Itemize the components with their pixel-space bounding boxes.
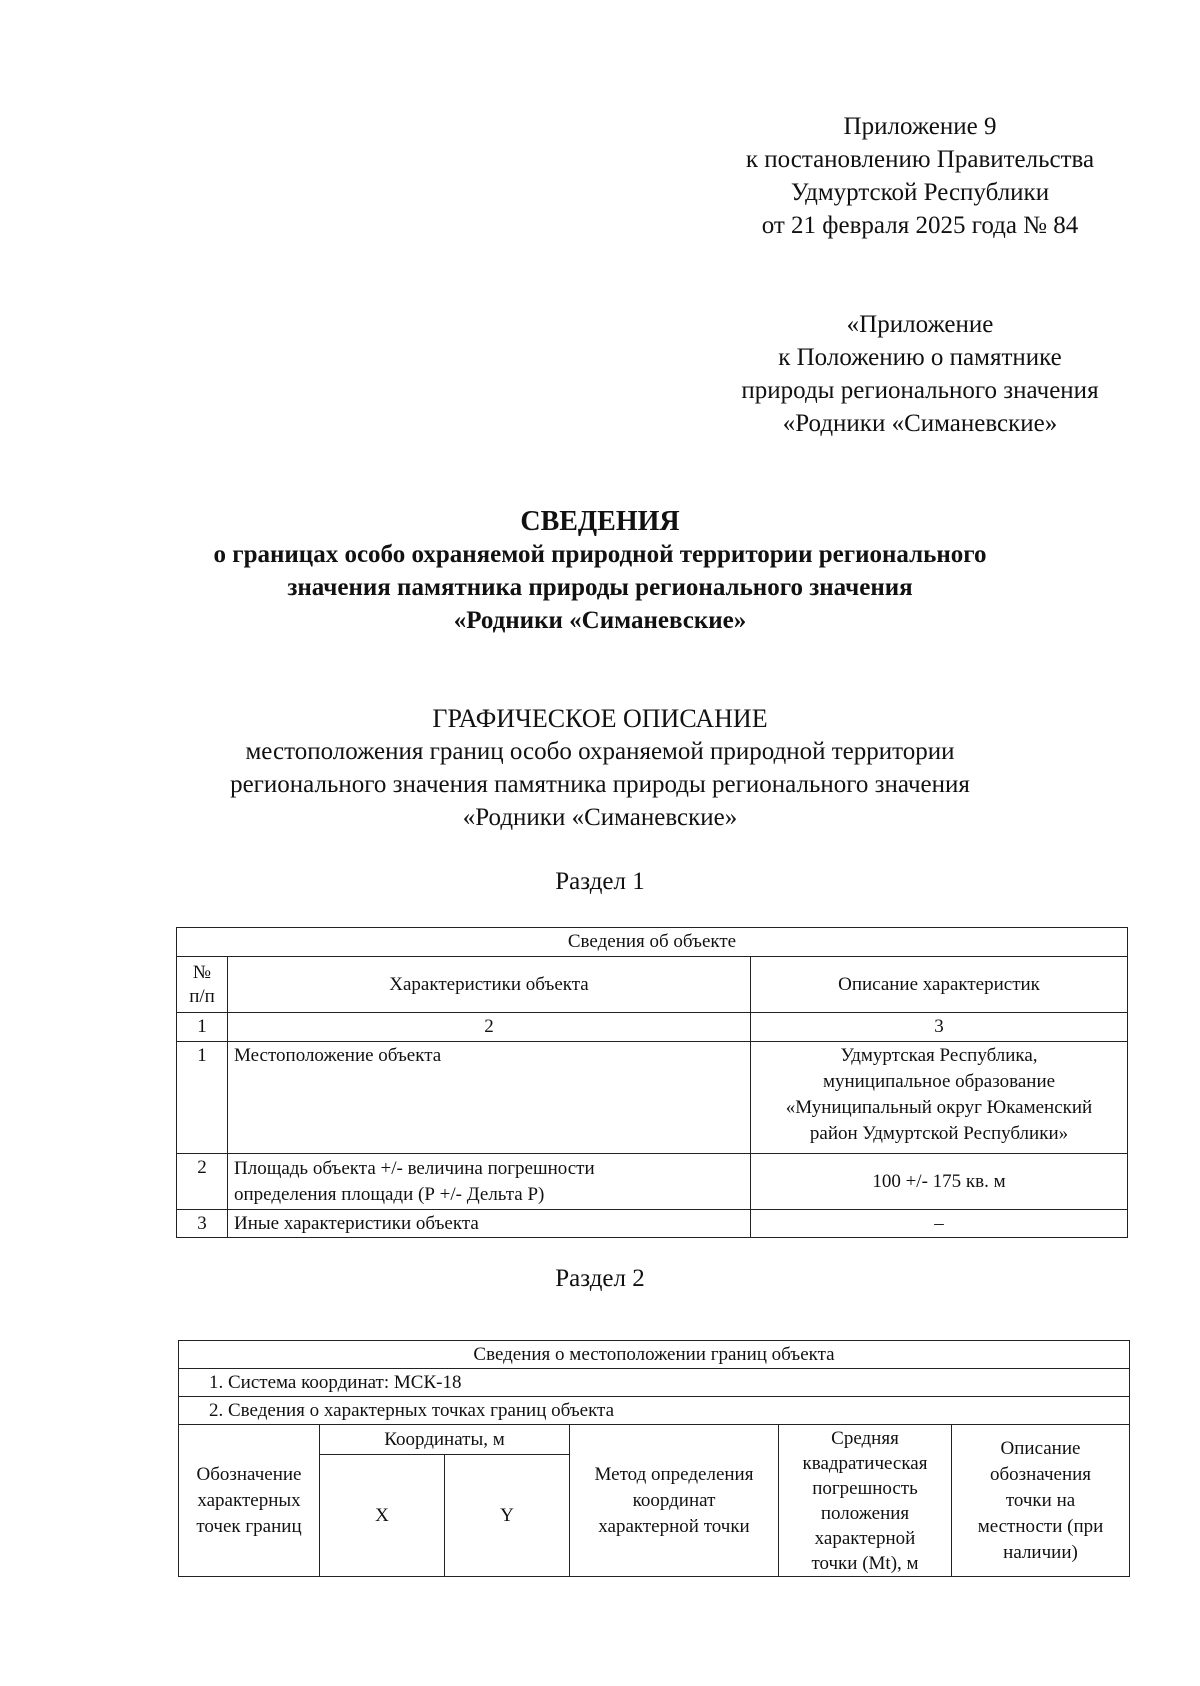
row-number: 2 — [177, 1154, 228, 1210]
row-description: 100 +/- 175 кв. м — [751, 1154, 1128, 1210]
col-header-x: X — [320, 1455, 445, 1577]
points-info-title: 2. Сведения о характерных точках границ объекта — [179, 1397, 1130, 1425]
document-title — [150, 505, 1050, 637]
col-header-description: Описание характеристик — [751, 957, 1128, 1013]
row-number: 3 — [177, 1210, 228, 1238]
row-description: Удмуртская Республика, муниципальное образование «Муниципальный округ Юкаменский район Удмуртской Республики» — [751, 1042, 1128, 1154]
regulation-appendix-header — [700, 308, 1140, 440]
col-header-designation: Обозначение характерных точек границ — [179, 1425, 320, 1577]
col-number: 1 — [177, 1013, 228, 1042]
table-row — [177, 1042, 1128, 1154]
table-row — [177, 1154, 1128, 1210]
regulation-line: «Приложение — [846, 311, 994, 338]
row-characteristic: Иные характеристики объекта — [228, 1210, 751, 1238]
section-1-heading: Раздел 1 — [555, 868, 645, 895]
appendix-line: Приложение 9 — [843, 113, 997, 140]
appendix-line: от 21 февраля 2025 года № 84 — [761, 212, 1079, 239]
col-header-point-description: Описание обозначения точки на местности (при наличии) — [952, 1425, 1130, 1577]
appendix-line: Удмуртской Республики — [790, 179, 1050, 206]
table-title: Сведения о местоположении границ объекта — [179, 1341, 1130, 1369]
appendix-header — [700, 110, 1140, 242]
col-header-characteristics: Характеристики объекта — [228, 957, 751, 1013]
regulation-line: «Родники «Симаневские» — [782, 410, 1058, 437]
row-description: – — [751, 1210, 1128, 1238]
col-number: 2 — [228, 1013, 751, 1042]
col-number: 3 — [751, 1013, 1128, 1042]
regulation-line: природы регионального значения — [741, 377, 1099, 404]
appendix-line: к постановлению Правительства — [745, 146, 1095, 173]
col-header-coordinates: Координаты, м — [320, 1425, 570, 1455]
col-header-mean-square-error: Средняя квадратическая погрешность положения характерной точки (Mt), м — [779, 1425, 952, 1577]
row-characteristic: Площадь объекта +/- величина погрешности определения площади (Р +/- Дельта Р) — [228, 1154, 751, 1210]
document-title-main: СВЕДЕНИЯ — [520, 506, 680, 537]
table-title: Сведения об объекте — [177, 928, 1128, 957]
object-info-table — [176, 927, 1128, 1238]
col-header-y: Y — [445, 1455, 570, 1577]
graphical-description-title — [150, 702, 1050, 834]
row-number: 1 — [177, 1042, 228, 1154]
table-row — [177, 1210, 1128, 1238]
document-subtitle-line: о границах особо охраняемой природной территории регионального — [213, 541, 987, 568]
document-subtitle-line: «Родники «Симаневские» — [453, 607, 747, 634]
section-2-heading: Раздел 2 — [555, 1265, 645, 1292]
graphical-description-line: регионального значения памятника природы регионального значения — [230, 771, 970, 798]
graphical-description-line: «Родники «Симаневские» — [462, 804, 738, 831]
col-header-no: № п/п — [177, 957, 228, 1013]
boundary-location-table — [178, 1340, 1130, 1577]
row-characteristic: Местоположение объекта — [228, 1042, 751, 1154]
coordinate-system: 1. Система координат: МСК-18 — [179, 1369, 1130, 1397]
col-header-method: Метод определения координат характерной точки — [570, 1425, 779, 1577]
graphical-description-line: местоположения границ особо охраняемой природной территории — [245, 738, 955, 765]
regulation-line: к Положению о памятнике — [778, 344, 1062, 371]
document-subtitle-line: значения памятника природы регионального значения — [287, 574, 913, 601]
graphical-description-main: ГРАФИЧЕСКОЕ ОПИСАНИЕ — [432, 704, 768, 733]
